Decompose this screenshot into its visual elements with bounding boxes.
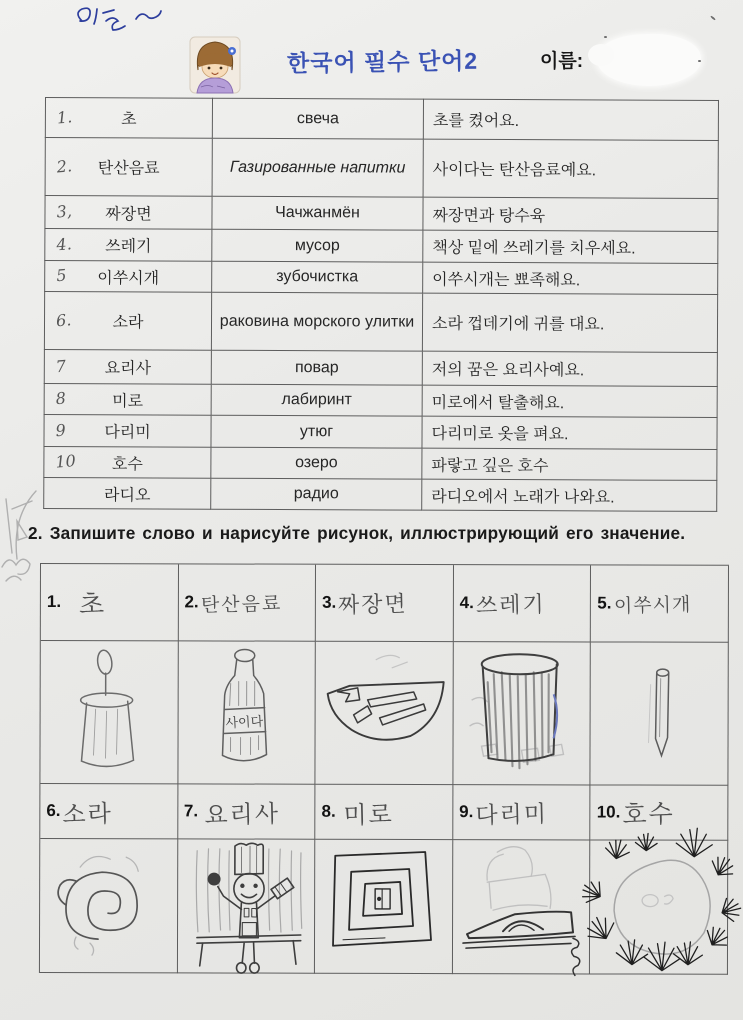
korean-word: 탄산음료 [97, 160, 160, 178]
korean-word: 이쑤시개 [97, 269, 160, 287]
handwritten-number: 9 [54, 419, 67, 440]
pen-scribble [70, 4, 170, 36]
girl-sticker-icon [189, 36, 241, 94]
drawing-cell [316, 642, 454, 785]
word-cell [591, 785, 729, 840]
drawing-cell [591, 642, 729, 785]
handwritten-number: 4. [55, 233, 73, 254]
word-cell [178, 564, 316, 641]
word-cell [41, 564, 179, 641]
table-row [44, 446, 717, 480]
russian-translation: лабиринт [211, 384, 422, 416]
handwritten-word: 다리미 [475, 800, 549, 829]
korean-word: 소라 [112, 314, 144, 332]
table-row [44, 477, 717, 511]
handwritten-word: 미로 [343, 799, 395, 829]
handwritten-number: 7 [55, 355, 67, 376]
table-row [44, 349, 717, 386]
table-row [45, 229, 718, 264]
handwritten-word: 짜장면 [338, 591, 409, 619]
handwritten-number: 5 [55, 265, 68, 286]
shell-drawing [40, 839, 176, 973]
korean-word: 짜장면 [105, 205, 152, 223]
table-row [44, 383, 717, 417]
drawing-cell [40, 641, 178, 784]
korean-word: 초 [121, 111, 137, 129]
russian-translation: радио [211, 478, 422, 510]
handwritten-word: 탄산음료 [200, 592, 283, 616]
bottle-label: 사이다 [224, 713, 264, 731]
soda-bottle-drawing [178, 641, 314, 783]
example-sentence: 사이다는 탄산음료예요. [423, 139, 718, 198]
table-row [44, 292, 717, 353]
drawing-cell [178, 641, 316, 784]
korean-word: 다리미 [104, 424, 151, 442]
russian-translation: зубочистка [212, 261, 423, 293]
handwritten-word: 이쑤시개 [613, 593, 692, 618]
handwritten-word: 초 [78, 589, 107, 620]
lake-drawing [590, 840, 726, 974]
noodle-bowl-drawing [316, 642, 452, 784]
russian-translation: повар [211, 350, 422, 385]
example-sentence: 초를 켰어요. [423, 99, 718, 140]
russian-translation: свеча [212, 98, 423, 139]
korean-word: 라디오 [104, 486, 151, 504]
example-sentence: 책상 밑에 쓰레기를 치우세요. [423, 230, 718, 263]
word-cell [454, 565, 592, 642]
russian-translation: утюг [211, 415, 422, 448]
candle-drawing [40, 641, 176, 783]
ink-speck [710, 15, 716, 20]
cell-number: 7. [183, 801, 199, 821]
handwritten-word: 소라 [62, 799, 114, 829]
word-cell [40, 784, 178, 839]
word-cell [316, 565, 454, 642]
example-sentence: 파랗고 깊은 호수 [422, 448, 717, 480]
cell-number: 8. [321, 801, 336, 821]
toothpick-drawing [591, 642, 727, 784]
cell-number: 6. [46, 801, 61, 821]
trash-bin-drawing [453, 642, 589, 784]
handwritten-number: 1. [56, 106, 73, 127]
handwritten-number: 8 [54, 388, 67, 409]
cell-number: 9. [459, 802, 474, 822]
russian-translation: раковина морского улитки [211, 292, 422, 351]
korean-word: 요리사 [104, 360, 152, 378]
table-row [45, 196, 718, 232]
maze-drawing [315, 840, 451, 974]
practice-grid [39, 563, 729, 975]
table-row [45, 138, 718, 199]
handwritten-word: 요리사 [203, 799, 281, 829]
name-label: 이름: [540, 51, 584, 72]
ink-speck [698, 60, 701, 62]
iron-drawing [453, 840, 589, 974]
russian-translation: Газированные напитки [212, 138, 423, 197]
korean-word: 미로 [112, 392, 144, 410]
example-sentence: 이쑤시개는 뾰족해요. [423, 262, 718, 294]
worksheet-title: 한국어 필수 단어2 [286, 47, 479, 77]
cell-number: 2. [184, 592, 199, 612]
handwritten-word: 쓰레기 [475, 591, 546, 619]
handwritten-word: 호수 [622, 798, 676, 830]
cell-number: 5. [597, 593, 612, 613]
korean-word: 호수 [111, 455, 143, 473]
russian-translation: мусор [212, 229, 423, 262]
drawing-cell [178, 839, 316, 973]
whiteout-blob-small [588, 44, 614, 66]
table-row [45, 261, 718, 295]
chef-drawing [178, 839, 314, 973]
table-row [45, 98, 718, 141]
drawing-cell [453, 840, 591, 974]
drawing-cell [453, 642, 591, 785]
handwritten-number: 6. [55, 309, 73, 330]
example-sentence: 라디오에서 노래가 나와요. [422, 479, 717, 511]
example-sentence: 소라 껍데기에 귀를 대요. [422, 293, 717, 352]
example-sentence: 미로에서 탈출해요. [422, 385, 717, 417]
drawing-cell [315, 840, 453, 974]
drawing-cell [40, 839, 178, 973]
table-row [44, 414, 717, 449]
handwritten-number: 2. [55, 155, 73, 176]
example-sentence: 다리미로 옷을 펴요. [422, 416, 717, 449]
cell-number: 1. [46, 592, 62, 612]
cell-number: 3. [322, 592, 337, 612]
word-cell [178, 784, 316, 839]
vocab-table [43, 97, 719, 512]
drawing-cell [590, 840, 728, 974]
section2-heading: 2. Запишите слово и нарисуйте рисунок, иллюстрирующий его значение. [28, 523, 686, 543]
russian-translation: озеро [211, 447, 422, 479]
korean-word: 쓰레기 [105, 238, 152, 256]
example-sentence: 저의 꿈은 요리사예요. [422, 351, 717, 386]
handwritten-number: 10 [54, 451, 77, 472]
cell-number: 10. [596, 802, 621, 822]
cell-number: 4. [459, 593, 474, 613]
word-cell [453, 785, 591, 840]
ink-speck [604, 36, 607, 38]
russian-translation: Чачжанмён [212, 196, 423, 230]
handwritten-number: 3, [55, 201, 73, 222]
word-cell [591, 565, 729, 642]
word-cell [315, 785, 453, 840]
example-sentence: 짜장면과 탕수육 [423, 197, 718, 231]
